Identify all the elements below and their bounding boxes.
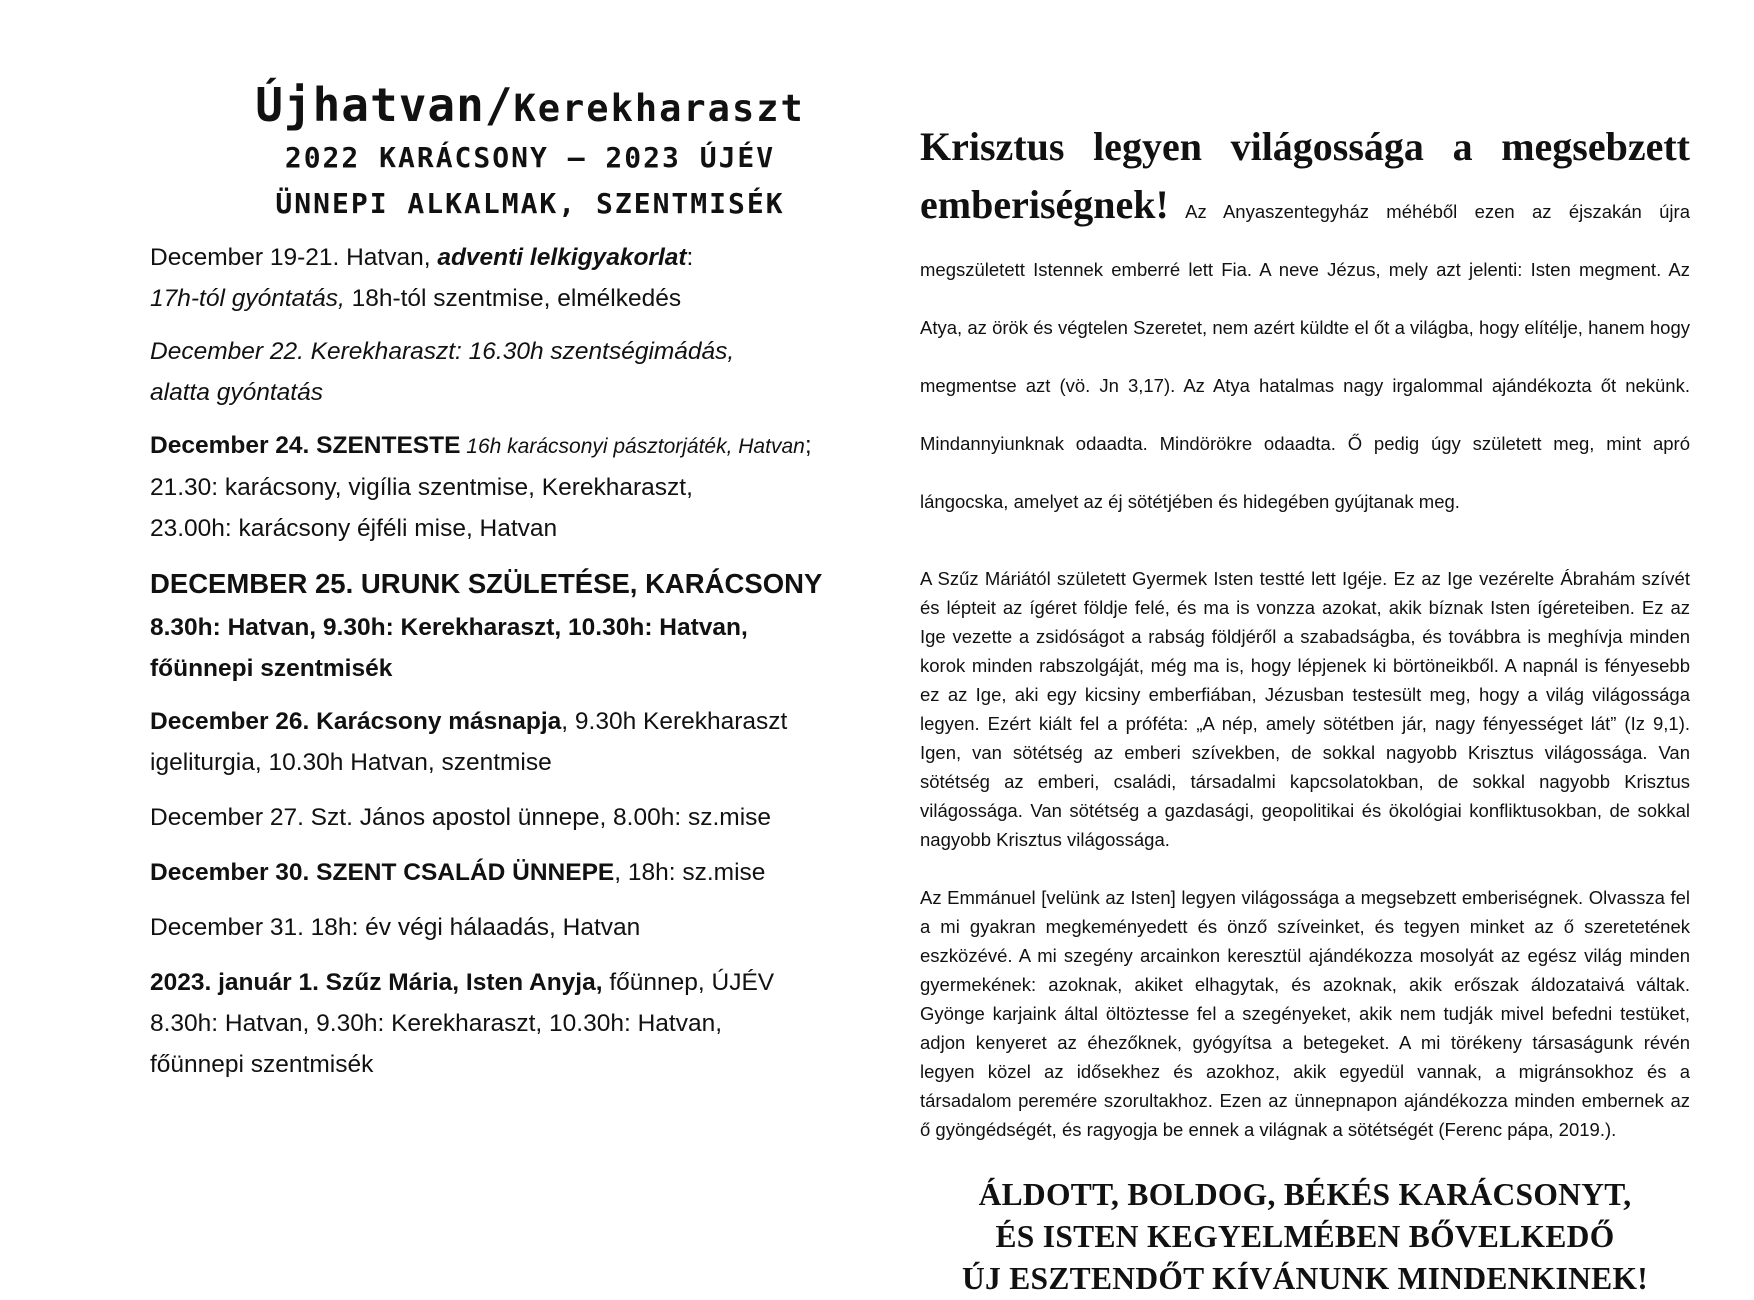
closing-greeting: ÁLDOTT, BOLDOG, BÉKÉS KARÁCSONYT, ÉS ISTEN KEGYELMÉBEN BŐVELKEDŐ ÚJ ESZTENDŐT KÍVÁNUNK MINDENKINEK! bbox=[961, 1177, 1649, 1296]
title-kerekharaszt: Kerekharaszt bbox=[513, 87, 805, 130]
event-jan-1: 2023. január 1. Szűz Mária, Isten Anyja, főünnep, ÚJÉV 8.30h: Hatvan, 9.30h: Kerekharaszt, 10.30h: Hatvan, főünnepi szentmisék bbox=[150, 968, 775, 1078]
event-dec-24: December 24. SZENTESTE 16h karácsonyi pásztorjáték, Hatvan; 21.30: karácsony, vigília szentmise, Kerekharaszt, 23.00h: karácsony éjféli mise, Hatvan bbox=[150, 431, 812, 542]
event-dec-25: DECEMBER 25. URUNK SZÜLETÉSE, KARÁCSONY 8.30h: Hatvan, 9.30h: Kerekharaszt, 10.30h: Hatvan, főünnepi szentmisék bbox=[150, 567, 823, 682]
schedule-column bbox=[150, 80, 870, 1085]
subtitle-line-2: ÜNNEPI ALKALMAK, SZENTMISÉK bbox=[275, 186, 785, 220]
event-list bbox=[150, 237, 870, 1085]
message-heading: Krisztus legyen világossága a megsebzett bbox=[920, 124, 1690, 169]
event-dec-27: December 27. Szt. János apostol ünnepe, 8.00h: sz.mise bbox=[150, 803, 772, 831]
message-column bbox=[920, 78, 1690, 1300]
event-dec-30: December 30. SZENT CSALÁD ÜNNEPE, 18h: sz.mise bbox=[150, 858, 766, 886]
message-paragraph-2: A Szűz Máriától született Gyermek Isten testté lett Igéje. Ez az Ige vezérelte Ábrahám szívét és lépteit az ígéret földje felé, és ma is vonzza azokat, akik bíznak Isten ígéreteiben. Ez az Ige vezette a zsidóságot a rabság földjéről a szabadságba, és továbbra is meghívja minden korok minden rabszolgáját, még ma is, hogy lépjenek ki börtöneikből. A napnál is fényesebb ez az Ige, aki egy kicsiny emberfiában, Jézusban testesült meg, hogy a világ világossága legyen. Ezért kiált fel a próféta: „A nép, amely sötétben jár, nagy fényességet lát” (Iz 9,1). Igen, van sötétség az emberi szívekben, de sokkal nagyobb Krisztus világossága. Van sötétség az emberi, családi, társadalmi kapcsolatokban, de sokkal nagyobb Krisztus világossága. Van sötétség a gazdasági, geopolitikai és ökológiai konfliktusokban, de sokkal nagyobb Krisztus világossága. bbox=[920, 568, 1690, 850]
event-dec-22: December 22. Kerekharaszt: 16.30h szentségimádás, alatta gyóntatás bbox=[150, 337, 735, 406]
page-title bbox=[230, 80, 830, 227]
message-heading-line-2: emberiségnek! bbox=[920, 182, 1169, 227]
message-paragraph-3: Az Emmánuel [velünk az Isten] legyen világossága a megsebzett emberiségnek. Olvassza fel a mi gyakran megkeményedett és önző szíveinket, és tegyen minket az ő szeretetének eszközévé. A mi szegény arcainkon keresztül ajándékozza mosolyát az egész világ minden gyermekének: azoknak, akiket elhagytak, és azoknak, akik erőszak áldozataivá váltak. Gyönge karjaink által öltöztesse fel a szegényeket, akik nem tudják mivel befedni testüket, adjon kenyeret az éhezőknek, gyógyítsa a betegeket. A mi törékeny társaságunk révén legyen közel az idősekhez és azokhoz, akik egyedül vannak, a migránsokhoz és a társadalom peremére szorultakhoz. Ezen az ünnepnapon ajándékozza minden embernek az ő gyöngédségét, és ragyogja be ennek a világnak a sötétségét (Ferenc pápa, 2019.). bbox=[920, 887, 1690, 1140]
event-dec-26: December 26. Karácsony másnapja, 9.30h Kerekharaszt igeliturgia, 10.30h Hatvan, szentmise bbox=[150, 707, 788, 776]
title-hatvan: Újhatvan/ bbox=[255, 78, 514, 132]
title-line bbox=[230, 80, 830, 131]
subtitle-line-1: 2022 KARÁCSONY – 2023 ÚJÉV bbox=[284, 140, 776, 174]
message-paragraph-1: Krisztus legyen világossága a megsebzett emberiségnek! Az Anyaszentegyház méhéből ezen az éjszakán újra megszületett Istennek emberré lett Fia. A neve Jézus, mely azt jelenti: Isten megment. Az Atya, az örök és végtelen Szeretet, nem azért küldte el őt a világba, hogy elítélje, hanem hogy megmentse azt (vö. Jn 3,17). Az Atya hatalmas nagy irgalommal ajándékozta őt nekünk. Mindannyiunknak odaadta. Mindörökre odaadta. Ő pedig úgy született meg, mint apró lángocska, amelyet az éj sötétjében és hidegében gyújtanak meg. bbox=[920, 118, 1690, 524]
event-dec-19-21: December 19-21. Hatvan, adventi lelkigyakorlat: 17h-tól gyóntatás, 18h-tól szentmise, elmélkedés bbox=[150, 243, 694, 312]
event-dec-31: December 31. 18h: év végi hálaadás, Hatvan bbox=[150, 913, 641, 941]
